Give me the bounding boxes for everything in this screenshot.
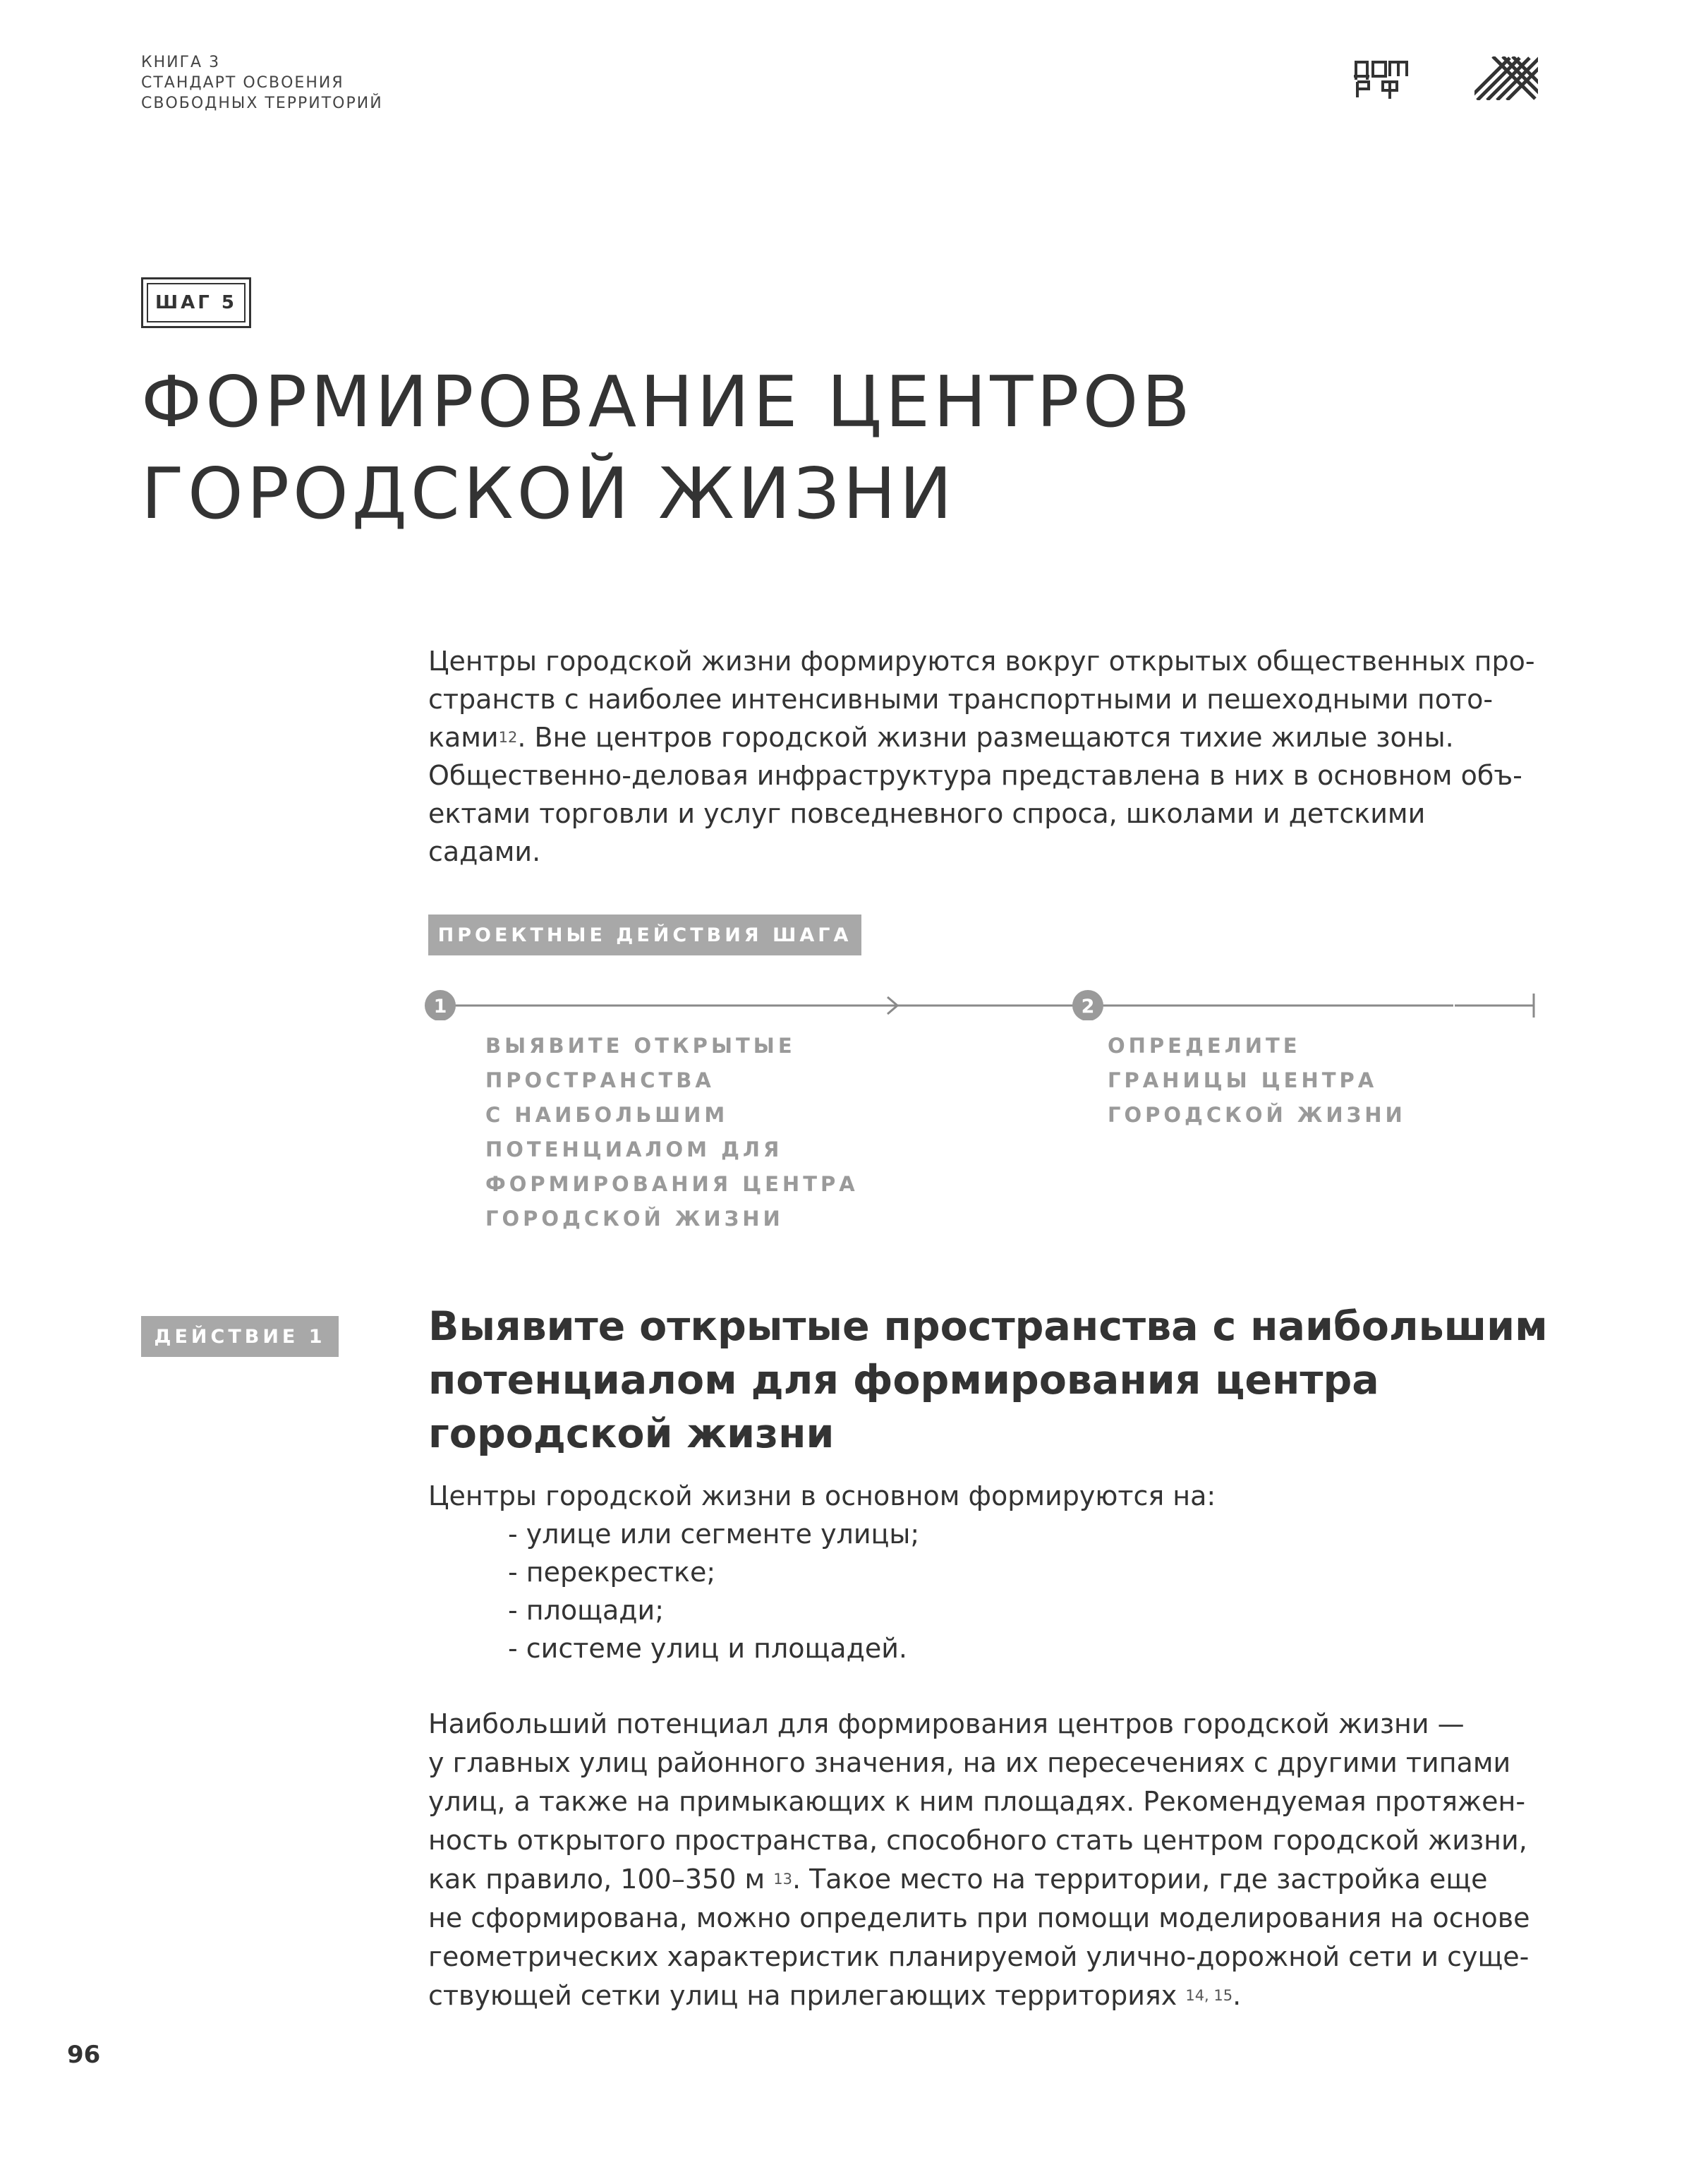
intro-text: ками	[428, 722, 499, 753]
step-number: 1	[433, 996, 447, 1018]
step-line: ПРОСТРАНСТВА	[485, 1068, 715, 1092]
body-line	[428, 1860, 1536, 1899]
step-line: ГОРОДСКОЙ ЖИЗНИ	[1108, 1103, 1406, 1127]
project-actions-label: ПРОЕКТНЫЕ ДЕЙСТВИЯ ШАГА	[428, 915, 861, 955]
step-number: 2	[1081, 996, 1095, 1018]
dom-rf-logo	[1353, 58, 1410, 100]
body-line: ность открытого пространства, способного стать центром городской жизни,	[428, 1825, 1527, 1856]
step-line: ОПРЕДЕЛИТЕ	[1108, 1034, 1301, 1058]
action-title-line: Выявите открытые пространства с наибольшим	[428, 1303, 1548, 1350]
list-item: - площади;	[508, 1595, 665, 1626]
action-title-line: городской жизни	[428, 1411, 835, 1457]
page-title	[141, 356, 1482, 540]
pattern-logo	[1474, 56, 1538, 100]
step-line: С НАИБОЛЬШИМ	[485, 1103, 729, 1127]
action-badge: ДЕЙСТВИЕ 1	[141, 1316, 339, 1357]
list-intro: Центры городской жизни в основном формируются на:	[428, 1480, 1216, 1511]
intro-line	[428, 718, 1536, 756]
list-item: - системе улиц и площадей.	[508, 1633, 907, 1664]
intro-paragraph	[428, 642, 1536, 871]
step-badge	[141, 277, 251, 328]
title-line: ФОРМИРОВАНИЕ ЦЕНТРОВ	[141, 361, 1194, 443]
body-line: у главных улиц районного значения, на их пересечениях с другими типами	[428, 1747, 1511, 1778]
body-line: геометрических характеристик планируемой улично-дорожной сети и суще-	[428, 1941, 1530, 1972]
action-title	[428, 1300, 1557, 1461]
list-item: - улице или сегменте улицы;	[508, 1519, 920, 1550]
step-line: ПОТЕНЦИАЛОМ ДЛЯ	[485, 1137, 783, 1161]
book-line: СТАНДАРТ ОСВОЕНИЯ	[141, 74, 344, 92]
step-line: ВЫЯВИТЕ ОТКРЫТЫЕ	[485, 1034, 796, 1058]
intro-line: Общественно-деловая инфраструктура представлена в них в основном объ-	[428, 760, 1522, 791]
body-text: .	[1232, 1980, 1242, 2011]
body-line: улиц, а также на примыкающих к ним площадях. Рекомендуемая протяжен-	[428, 1786, 1526, 1817]
step-1-text	[485, 1029, 979, 1236]
step-line: ФОРМИРОВАНИЯ ЦЕНТРА	[485, 1172, 859, 1196]
step-badge-label: ШАГ 5	[147, 283, 246, 322]
title-line: ГОРОДСКОЙ ЖИЗНИ	[141, 452, 956, 535]
footnote-ref: 14, 15	[1185, 1987, 1233, 2004]
body-text: ствующей сетки улиц на прилегающих территориях	[428, 1980, 1186, 2011]
step-marker-2	[1072, 990, 1103, 1020]
body-text: как правило, 100–350 м	[428, 1864, 774, 1895]
action-title-line: потенциалом для формирования центра	[428, 1357, 1379, 1404]
body-line: Наибольший потенциал для формирования центров городской жизни —	[428, 1708, 1465, 1739]
intro-text: . Вне центров городской жизни размещаются тихие жилые зоны.	[517, 722, 1454, 753]
actions-timeline	[423, 985, 1552, 1020]
step-line: ГРАНИЦЫ ЦЕНТРА	[1108, 1068, 1378, 1092]
body-line: не сформирована, можно определить при помощи моделирования на основе	[428, 1902, 1530, 1933]
body-text: . Такое место на территории, где застройка еще	[792, 1864, 1488, 1895]
step-2-text	[1108, 1029, 1531, 1133]
page-number: 96	[67, 2041, 101, 2069]
list-item: - перекрестке;	[508, 1557, 716, 1588]
footnote-ref: 12	[498, 729, 518, 746]
intro-line: ектами торговли и услуг повседневного спроса, школами и детскими садами.	[428, 798, 1426, 867]
book-label	[141, 52, 383, 114]
body-paragraph	[428, 1705, 1536, 2015]
location-list	[508, 1515, 1425, 1667]
body-line	[428, 1976, 1536, 2015]
book-line: СВОБОДНЫХ ТЕРРИТОРИЙ	[141, 95, 383, 112]
intro-line: Центры городской жизни формируются вокруг открытых общественных про-	[428, 646, 1535, 677]
intro-line: странств с наиболее интенсивными транспортными и пешеходными пото-	[428, 684, 1494, 715]
book-line: КНИГА 3	[141, 54, 221, 71]
step-line: ГОРОДСКОЙ ЖИЗНИ	[485, 1207, 784, 1231]
footnote-ref: 13	[773, 1871, 792, 1888]
step-marker-1	[425, 990, 456, 1020]
